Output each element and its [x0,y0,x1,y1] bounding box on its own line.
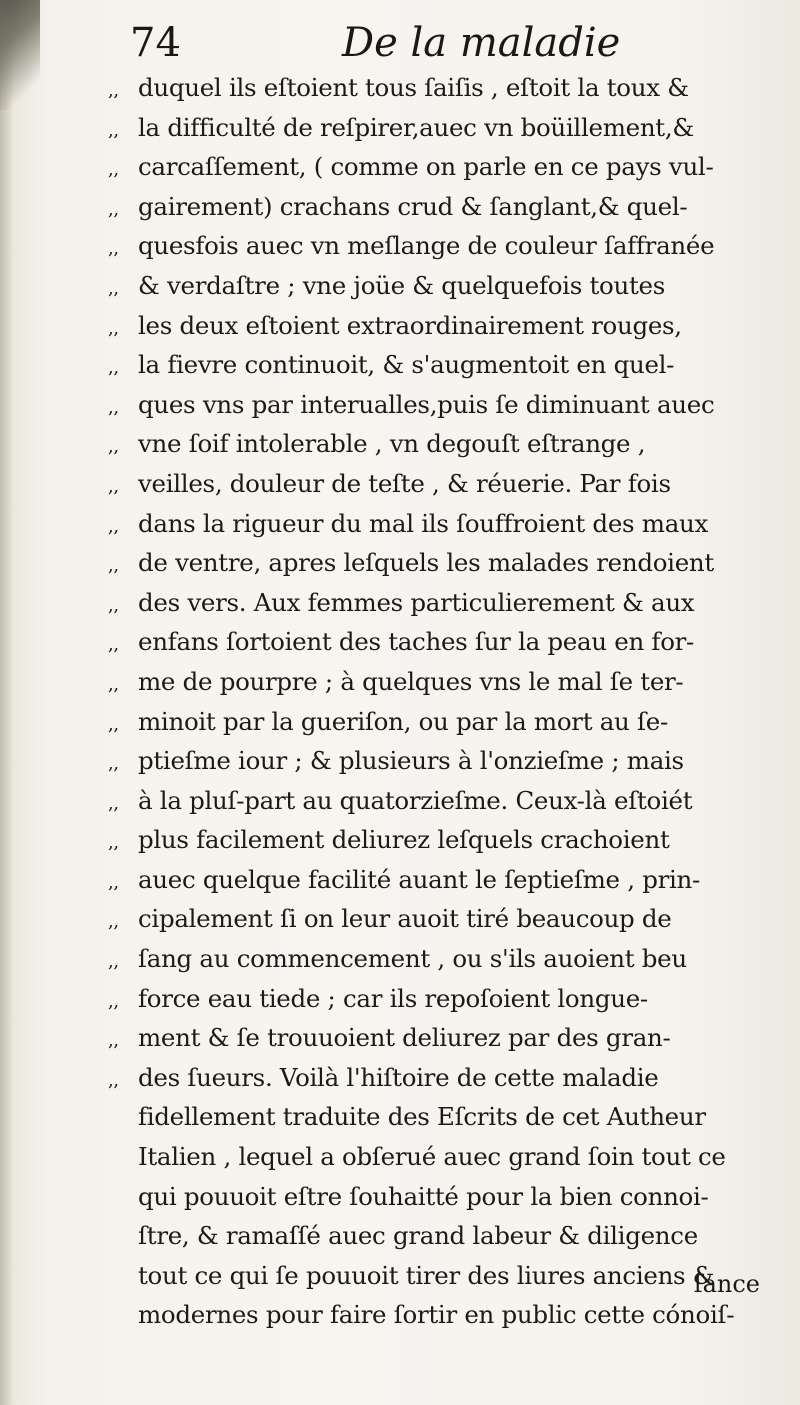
text-line [108,1216,768,1256]
text-line [108,187,768,227]
text-line [108,741,768,781]
quotation-mark: ,, [108,792,119,814]
text-line [108,899,768,939]
text-line [108,543,768,583]
line-text: carcaſſement, ( comme on parle en ce pays vul- [138,152,714,182]
text-line [108,979,768,1019]
text-line [108,622,768,662]
page-header [130,16,710,74]
quotation-mark: ,, [108,396,119,418]
quotation-mark: ,, [108,753,119,775]
binding-edge-shadow [0,0,14,1405]
quotation-mark: ,, [108,317,119,339]
quotation-mark: ,, [108,871,119,893]
text-line [108,583,768,623]
quotation-mark: ,, [108,436,119,458]
quotation-mark: ,, [108,159,119,181]
text-line [108,424,768,464]
line-text: ſang au commencement , ou s'ils auoient beu [138,944,687,974]
line-text: plus facilement deliurez leſquels crachoient [138,825,670,855]
quotation-mark: ,, [108,594,119,616]
line-text: ſtre, & ramaſſé auec grand labeur & diligence [138,1221,698,1251]
text-line [108,266,768,306]
quotation-mark: ,, [108,1030,119,1052]
text-line [108,385,768,425]
quotation-mark: ,, [108,515,119,537]
line-text: enfans ſortoient des taches ſur la peau en for- [138,627,695,657]
quotation-mark: ,, [108,357,119,379]
text-line [108,820,768,860]
text-line [108,1177,768,1217]
quotation-mark: ,, [108,951,119,973]
quotation-mark: ,, [108,990,119,1012]
quotation-mark: ,, [108,673,119,695]
line-text: auec quelque facilité auant le ſeptieſme , prin- [138,864,700,894]
quotation-mark: ,, [108,80,119,101]
text-line [108,702,768,742]
line-text: ques vns par interualles,puis ſe diminuant auec [138,389,715,419]
line-text: modernes pour faire ſortir en public cette cónoiſ- [138,1300,735,1330]
line-text: quesfois auec vn meſlange de couleur ſaffranée [138,231,715,261]
line-text: Italien , lequel a obſerué auec grand ſoin tout ce [138,1142,726,1172]
line-text: cipalement ſi on leur auoit tiré beaucoup de [138,904,672,934]
quotation-mark: ,, [108,119,119,141]
line-text: me de pourpre ; à quelques vns le mal ſe ter- [138,666,684,696]
text-line [108,781,768,821]
text-line [108,147,768,187]
line-text: vne ſoif intolerable , vn degouſt eſtrange , [138,429,646,459]
body-text [108,68,768,1335]
quotation-mark: ,, [108,713,119,735]
text-line [108,1256,768,1296]
text-line [108,1097,768,1137]
text-line [108,1295,768,1335]
line-text: dans la rigueur du mal ils ſouffroient des maux [138,508,709,538]
quotation-mark: ,, [108,475,119,497]
text-line [108,504,768,544]
text-line [108,345,768,385]
line-text: la fievre continuoit, & s'augmentoit en quel- [138,350,675,380]
text-line [108,1137,768,1177]
line-text: ptieſme iour ; & plusieurs à l'onzieſme ; mais [138,746,684,776]
line-text: minoit par la gueriſon, ou par la mort au ſe- [138,706,668,736]
text-line [108,939,768,979]
quotation-mark: ,, [108,198,119,220]
line-text: veilles, douleur de teſte , & réuerie. Par fois [138,468,671,498]
text-line [108,662,768,702]
catchword: ſance [693,1270,760,1298]
quotation-mark: ,, [108,634,119,656]
line-text: tout ce qui ſe pouuoit tirer des liures anciens & [138,1260,715,1290]
text-line [108,306,768,346]
text-line [108,464,768,504]
line-text: force eau tiede ; car ils repoſoient longue- [138,983,648,1013]
quotation-mark: ,, [108,911,119,933]
text-line [108,860,768,900]
line-text: des vers. Aux femmes particulierement & aux [138,587,695,617]
text-line [108,226,768,266]
line-text: qui pouuoit eſtre ſouhaitté pour la bien connoi- [138,1181,709,1211]
line-text: ment & ſe trouuoient deliurez par des gran- [138,1023,671,1053]
line-text: duquel ils eſtoient tous ſaiſis , eſtoit la toux & [138,73,689,102]
line-text: gairement) crachans crud & ſanglant,& quel- [138,191,688,221]
line-text: des ſueurs. Voilà l'hiſtoire de cette maladie [138,1062,659,1092]
line-text: à la pluſ-part au quatorzieſme. Ceux-là eſtoiét [138,785,693,815]
quotation-mark: ,, [108,277,119,299]
line-text: & verdaſtre ; vne joüe & quelquefois toutes [138,270,665,300]
running-head: De la maladie [342,20,621,66]
text-line [108,1058,768,1098]
text-line [108,108,768,148]
text-line [108,68,768,108]
line-text: de ventre, apres leſquels les malades rendoient [138,548,714,578]
line-text: les deux eſtoient extraordinairement rouges, [138,310,682,340]
quotation-mark: ,, [108,832,119,854]
line-text: fidellement traduite des Eſcrits de cet Autheur [138,1102,706,1132]
text-line [108,1018,768,1058]
page-number: 74 [130,20,181,66]
quotation-mark: ,, [108,238,119,260]
line-text: la difficulté de reſpirer,auec vn boüillement,& [138,112,694,142]
quotation-mark: ,, [108,555,119,577]
quotation-mark: ,, [108,1069,119,1091]
